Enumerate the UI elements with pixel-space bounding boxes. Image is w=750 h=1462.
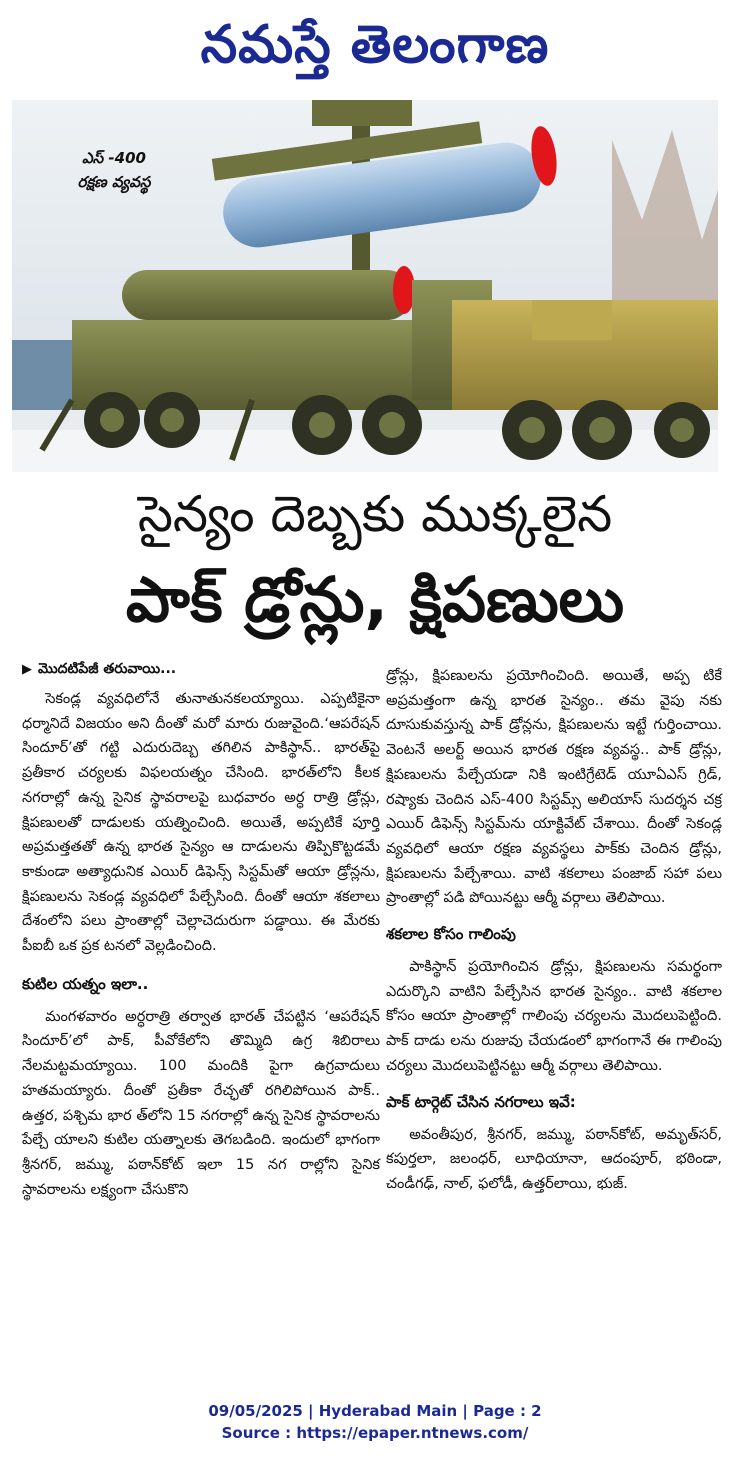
headline-line-1: సైన్యం దెబ్బకు ముక్కలైన: [137, 485, 613, 543]
paragraph: అవంతీపుర, శ్రీనగర్‌, జమ్ము, పఠాన్‌కోట్‌, అమృత్‌సర్‌, కపుర్తలా, జలంధర్‌, లూధియానా, ఆదంపూర్‌, భఠిండా, చండీగఢ్‌, నాల్‌, ఫలోడీ, ఉత్తర్‌లాయి, భుజ్‌.: [386, 1126, 722, 1192]
edition-info: 09/05/2025 | Hyderabad Main | Page : 2: [208, 1402, 542, 1420]
headline-line-2: పాక్‌ డ్రోన్లు, క్షిపణులు: [125, 563, 625, 636]
source-link[interactable]: Source : https://epaper.ntnews.com/: [221, 1424, 529, 1442]
triangle-right-icon: ▶: [22, 662, 32, 677]
page-footer: [0, 1400, 750, 1444]
subheading: శకలాల కోసం గాలింపు: [386, 925, 516, 944]
continued-label: మొదటిపేజీ తరువాయి...: [38, 661, 177, 677]
paragraph: మంగళవారం అర్ధరాత్రి తర్వాత భారత్‌ చేపట్టిన ‘ఆపరేషన్‌ సిందూర్‌’లో పాక్‌, పీవోకేలోని తొమ్మిది ఉగ్ర శిబిరాలు నేలమట్టమయ్యాయి. 100 మందికి పైగా ఉగ్రవాదులు హతమయ్యారు. దీంతో ప్రతీకా రేచ్ఛతో రగిలిపోయిన పాక్‌.. ఉత్తర, పశ్చిమ భార త్‌లోని 15 నగరాల్లో ఉన్న సైనిక స్థావరాలను పేల్చే యాలని కుటిల యత్నాలకు తెగబడింది. ఇందులో భాగంగా శ్రీనగర్‌, జమ్ము, పఠాన్‌కోట్‌ ఇలా 15 నగ రాల్లోని సైనిక స్థావరాలను లక్ష్యంగా చేసుకొని: [22, 1008, 380, 1198]
photo-caption: [54, 146, 174, 194]
masthead-logo: నమస్తే తెలంగాణ: [200, 14, 550, 75]
caption-line-1: ఎస్‌ -400: [82, 149, 146, 167]
article-left-column: [22, 658, 380, 1208]
paragraph: డ్రోన్లు, క్షిపణులను ప్రయోగించింది. అయితే, అప్ప టికే అప్రమత్తంగా ఉన్న భారత సైన్యం.. తమ వైపు నకు దూసుకువస్తున్న పాక్‌ డ్రోన్లను, క్షిపణులను ఇట్టే గుర్తించాయి. వెంటనే అలర్ట్‌ అయిన భారత రక్షణ వ్యవస్థ.. పాక్‌ డ్రోన్లు, క్షిపణులను పేల్చేయడా నికి ఇంటిగ్రేటెడ్‌ యూఏఎస్‌ గ్రిడ్‌, రష్యాకు చెందిన ఎస్‌-400 సిస్టమ్స్‌ అలియాస్‌ సుదర్శన చక్ర ఎయిర్‌ డిఫెన్స్‌ సిస్టమ్‌ను యాక్టివేట్‌ చేశాయి. దీంతో సెకండ్ల వ్యవధిలో ఆయా రక్షణ వ్యవస్థలు పాక్‌కు చెందిన డ్రోన్లు, క్షిపణులను పేల్చేశాయి. వాటి శకలాలు పంజాబ్‌ సహా పలు ప్రాంతాల్లో పడి పోయినట్టు ఆర్మీ వర్గాలు తెలిపాయి.: [386, 668, 722, 907]
article-right-column: [386, 664, 722, 1203]
paragraph: సెకండ్ల వ్యవధిలోనే తునాతునకలయ్యాయి. ఎప్పటికైనా ధర్మానిదే విజయం అని దీంతో మరో మారు రుజువైంది.‘ఆపరేషన్‌ సిందూర్‌’తో గట్టి ఎదురుదెబ్బ తగిలిన పాకిస్థాన్‌.. భారత్‌పై ప్రతీకార చర్యలకు విఫలయత్నం చేసింది. భారత్‌లోని కీలక నగరాల్లో ఉన్న సైనిక స్థావరాలపై బుధవారం అర్ధ రాత్రి డ్రోన్లు, క్షిపణులతో దాడులకు యత్నించింది. అయితే, అప్పటికే పూర్తి అప్రమత్తతతో ఉన్న భారత సైన్యం ఆ దాడులను తిప్పికొట్టడమే కాకుండా అత్యాధునిక ఎయిర్‌ డిఫెన్స్‌ సిస్టమ్‌తో ఆయా డ్రోన్లను, క్షిపణులను సెకండ్ల వ్యవధిలో పేల్చేసింది. దీంతో ఆయా శకలాలు దేశంలోని పలు ప్రాంతాల్లో చెల్లాచెదురుగా పడ్డాయి. ఈ మేరకు పీఐబీ ఒక ప్రక టనలో వెల్లడించింది.: [22, 691, 380, 955]
paragraph: పాకిస్థాన్‌ ప్రయోగించిన డ్రోన్లు, క్షిపణులను సమర్థంగా ఎదుర్కొని వాటిని పేల్చేసిన భారత సైన్యం.. వాటి శకలాల కోసం ఆయా ప్రాంతాల్లో గాలింపు చర్యలను మొదలుపెట్టింది. పాక్‌ దాడు లను రుజువు చేయడంలో భాగంగానే ఈ గాలింపు చర్యలు మొదలుపెట్టినట్టు ఆర్మీ వర్గాలు తెలిపాయి.: [386, 959, 722, 1074]
subheading: కుటిల యత్నం ఇలా..: [22, 974, 149, 993]
caption-line-2: రక్షణ వ్యవస్థ: [77, 173, 151, 191]
continued-from-front: [22, 658, 380, 681]
subheading: పాక్‌ టార్గెట్‌ చేసిన నగరాలు ఇవే:: [386, 1092, 576, 1111]
